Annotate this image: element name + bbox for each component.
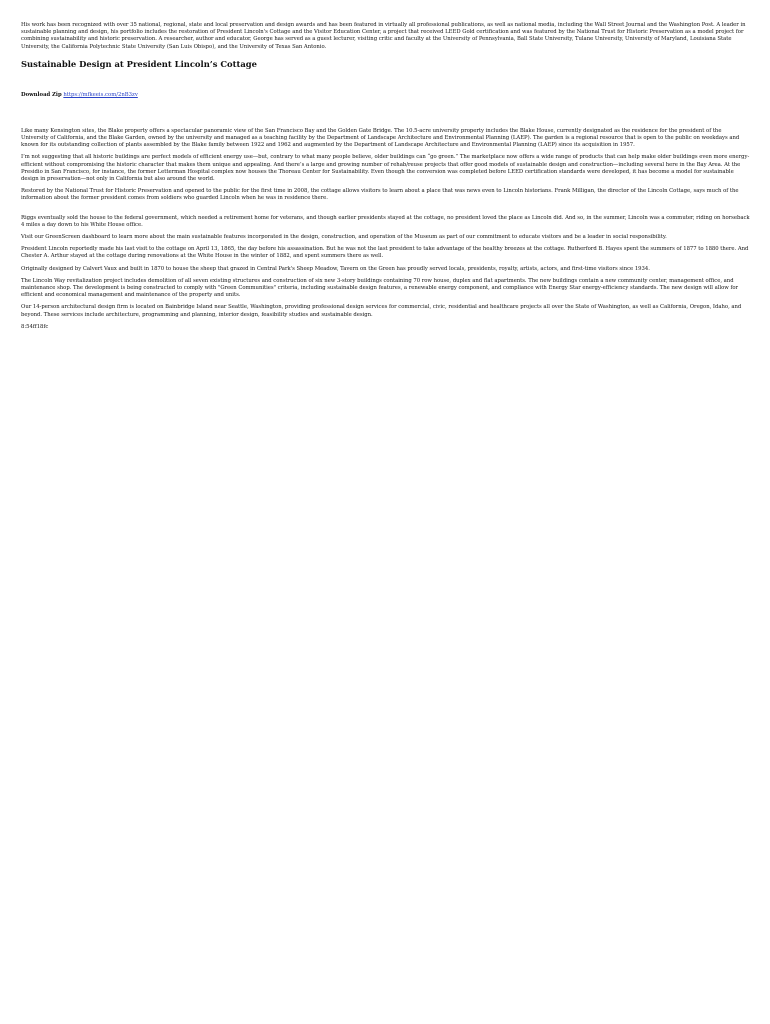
download-link[interactable]: https://mfkeeis.com/2nB3zv [63, 91, 138, 98]
body-paragraph-4: Riggs eventually sold the house to the federal government, which needed a retirement home for veterans, and though earlier presidents stayed at the cottage, no president loved the place as Lincoln did. And so, in the summer, Lincoln was a commuter, riding on horseback 4 miles a day down to his White House office. [21, 214, 750, 228]
body-paragraph-5: Visit our GreenScreen dashboard to learn more about the main sustainable features incorporated in the design, construction, and operation of the Museum as part of our commitment to educate visitors and be a leader in social responsibility. [21, 234, 667, 241]
signoff-code: 8:54ff18fc [21, 323, 49, 330]
download-line [21, 92, 750, 99]
intro-paragraph: His work has been recognized with over 35 national, regional, state and local preservation and design awards and has been featured in virtually all professional publications, as well as national media, including the Wall Street Journal and the Washington Post. A leader in sustainable planning and design, his portfolio includes the restoration of President Lincoln's Cottage and the Visitor Education Center, a project that received LEED Gold certification and was featured by the National Trust for Historic Preservation as a model project for combining sustainability and historic preservation. A researcher, author and educator, George has served as a guest lecturer, visiting critic and faculty at the University of Pennsylvania, Ball State University, Tulane University, University of Maryland, Louisiana State University, the California Polytechnic State University (San Luis Obispo), and the University of Texas San Antonio. [21, 22, 746, 50]
body-paragraph-6: President Lincoln reportedly made his last visit to the cottage on April 13, 1865, the day before his assassination. But he was not the last president to take advantage of the healthy breezes at the cottage. Rutherford B. Hayes spent the summers of 1877 to 1880 there. And Chester A. Arthur stayed at the cottage during renovations at the White House in the winter of 1882, and spent summers there as well. [21, 246, 749, 260]
body-paragraph-8: The Lincoln Way revitalization project includes demolition of all seven existing structures and construction of six new 3-story buildings containing 70 row house, duplex and flat apartments. The new buildings contain a new community center, management office, and maintenance shop. The development is being constructed to comply with "Green Communities" criteria, including sustainable design features, a renewable energy component, and compliance with Energy Star energy-efficiency standards. The new design will allow for efficient and economical management and maintenance of the property and units. [21, 277, 739, 299]
body-paragraph-1: Like many Kensington sites, the Blake property offers a spectacular panoramic view of the San Francisco Bay and the Golden Gate Bridge. The 10.5-acre university property includes the Blake House, currently designated as the residence for the president of the University of California, and the Blake Garden, owned by the university and managed as a teaching facility by the Department of Landscape Architecture and Environmental Planning (LAEP). The garden is a regional resource that is open to the public on weekdays and known for its outstanding collection of plants assembled by the Blake family between 1922 and 1962 and augmented by the Department of Landscape Architecture and Environmental Planning (LAEP) since its acquisition in 1957. [21, 127, 740, 149]
body-paragraph-2: I’m not suggesting that all historic buildings are perfect models of efficient energy use—but, contrary to what many people believe, older buildings can “go green.” The marketplace now offers a wide range of products that can help make older buildings even more energy-efficient without compromising the historic character that makes them unique and appealing. And there’s a large and growing number of rehab/reuse projects that offer good models of sustainable design and construction—including several here in the Bay Area. At the Presidio in San Francisco, for instance, the former Letterman Hospital complex now houses the Thoreau Center for Sustainability. Even though the conversion was completed before LEED certification standards were developed, it has become a model for sustainable design in preservation—not only in California but also around the world. [21, 154, 750, 183]
article-title: Sustainable Design at President Lincoln’s Cottage [21, 58, 257, 69]
body-paragraph-3: Restored by the National Trust for Historic Preservation and opened to the public for the first time in 2008, the cottage allows visitors to learn about a place that was news even to Lincoln historians. Frank Milligan, the director of the Lincoln Cottage, says much of the information about the former president comes from soldiers who guarded Lincoln when he was in residence there. [21, 188, 739, 202]
download-label: Download Zip [21, 91, 62, 98]
body-paragraph-9: Our 14-person architectural design firm is located on Bainbridge Island near Seattle, Washington, providing professional design services for commercial, civic, residential and healthcare projects all over the State of Washington, as well as California, Oregon, Idaho, and beyond. These services include architecture, programming and planning, interior design, feasibility studies and sustainable design. [21, 304, 742, 318]
body-paragraph-7: Originally designed by Calvert Vaux and built in 1870 to house the sheep that grazed in Central Park's Sheep Meadow, Tavern on the Green has proudly served locals, presidents, royalty, artists, actors, and first-time visitors since 1934. [21, 265, 650, 272]
